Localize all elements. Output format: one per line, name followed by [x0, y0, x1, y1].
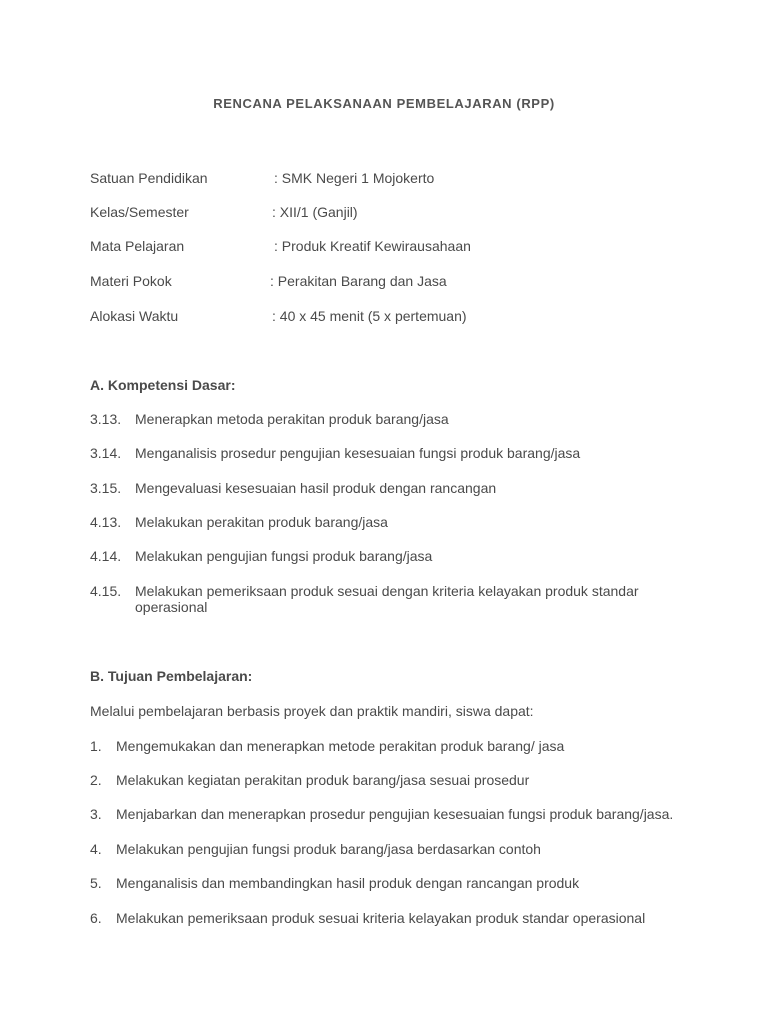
item-number: 2. [90, 772, 102, 788]
identity-row-alokasi-waktu [90, 308, 690, 326]
identity-row-materi-pokok [90, 273, 690, 291]
identity-value: : SMK Negeri 1 Mojokerto [274, 170, 435, 186]
item-text: Mengemukakan dan menerapkan metode perakitan produk barang/ jasa [116, 738, 565, 754]
document-title: RENCANA PELAKSANAAN PEMBELAJARAN (RPP) [213, 96, 555, 111]
identity-label: Mata Pelajaran [90, 238, 185, 254]
item-text: Menganalisis prosedur pengujian kesesuaian fungsi produk barang/jasa [135, 445, 581, 461]
item-text: Menjabarkan dan menerapkan prosedur pengujian kesesuaian fungsi produk barang/jasa. [116, 806, 674, 822]
item-number: 4.13. [90, 514, 122, 530]
item-text: Mengevaluasi kesesuaian hasil produk dengan rancangan [135, 480, 497, 496]
item-number: 3. [90, 806, 102, 822]
section-a-heading: A. Kompetensi Dasar: [90, 377, 236, 393]
item-number: 5. [90, 875, 102, 891]
section-b-heading: B. Tujuan Pembelajaran: [90, 668, 253, 684]
item-number: 3.13. [90, 411, 122, 427]
item-number: 6. [90, 910, 102, 926]
identity-value: : Produk Kreatif Kewirausahaan [274, 238, 471, 254]
section-b-intro: Melalui pembelajaran berbasis proyek dan praktik mandiri, siswa dapat: [90, 703, 534, 719]
item-text: Melakukan pemeriksaan produk sesuai dengan kriteria kelayakan produk standar operasional [135, 583, 639, 615]
identity-value: : XII/1 (Ganjil) [272, 204, 358, 220]
identity-label: Satuan Pendidikan [90, 170, 208, 186]
identity-row-mata-pelajaran [90, 238, 690, 256]
identity-label: Kelas/Semester [90, 204, 189, 220]
identity-value: : Perakitan Barang dan Jasa [270, 273, 447, 289]
item-text: Melakukan pengujian fungsi produk barang/jasa [135, 548, 433, 564]
item-number: 3.15. [90, 480, 122, 496]
item-text: Melakukan perakitan produk barang/jasa [135, 514, 388, 530]
item-number: 4.15. [90, 583, 122, 599]
item-number: 1. [90, 738, 102, 754]
identity-value: : 40 x 45 menit (5 x pertemuan) [272, 308, 467, 324]
item-number: 4.14. [90, 548, 122, 564]
identity-row-kelas-semester [90, 204, 690, 222]
item-text: Menerapkan metoda perakitan produk barang/jasa [135, 411, 449, 427]
item-text: Melakukan pemeriksaan produk sesuai kriteria kelayakan produk standar operasional [116, 910, 646, 926]
item-text: Melakukan kegiatan perakitan produk barang/jasa sesuai prosedur [116, 772, 530, 788]
identity-label: Materi Pokok [90, 273, 172, 289]
item-number: 3.14. [90, 445, 122, 461]
item-number: 4. [90, 841, 102, 857]
identity-row-satuan-pendidikan [90, 170, 690, 188]
item-text: Melakukan pengujian fungsi produk barang/jasa berdasarkan contoh [116, 841, 541, 857]
item-text: Menganalisis dan membandingkan hasil produk dengan rancangan produk [116, 875, 580, 891]
identity-label: Alokasi Waktu [90, 308, 179, 324]
